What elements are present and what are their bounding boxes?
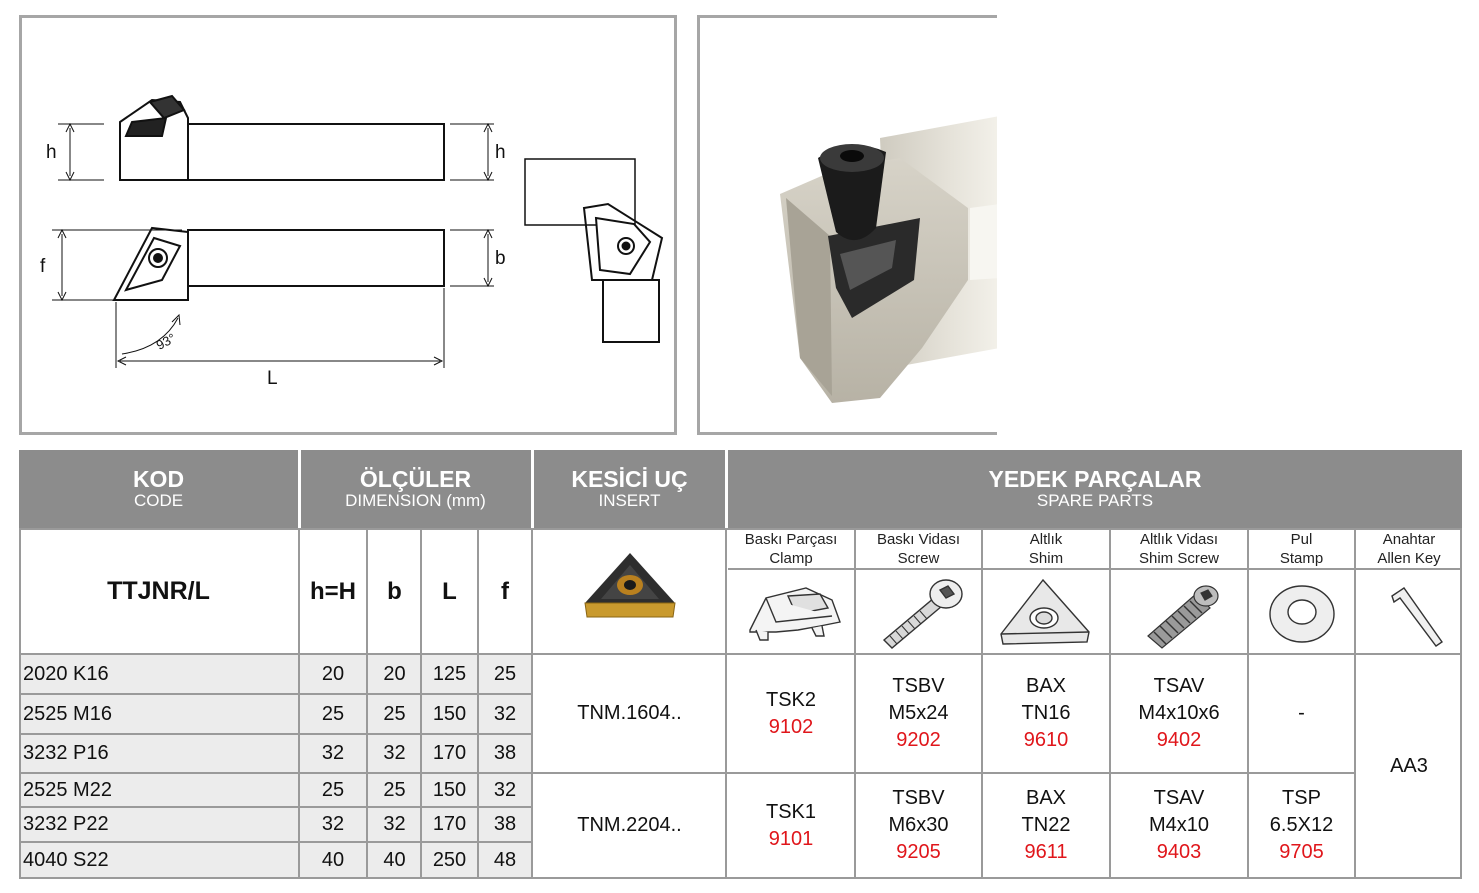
- dim-col-f: f: [501, 577, 509, 605]
- row-code: 2020 K16: [19, 655, 298, 693]
- grid-v-line: [19, 528, 21, 879]
- header-dimensions: [300, 450, 531, 528]
- spare-head-shim-tr: Altlık: [1029, 531, 1063, 548]
- shim-line1-2: BAX: [1025, 787, 1067, 809]
- spare-head-shim-screw-tr: Altlık Vidası: [1139, 531, 1219, 548]
- header-dimensions-sub: DIMENSION (mm): [345, 491, 486, 510]
- insert-code-group-1: TNM.1604..: [577, 702, 682, 724]
- shim-line2-2: TN22: [1021, 814, 1071, 836]
- shim-code-1: 9610: [1023, 729, 1069, 751]
- spare-head-clamp-tr: Baskı Parçası: [744, 531, 838, 548]
- label-b: b: [495, 248, 506, 269]
- header-spare-main: YEDEK PARÇALAR: [988, 466, 1202, 492]
- row-code: 3232 P22: [19, 808, 298, 841]
- row-dim-h: 20: [300, 655, 366, 693]
- screw-image-cell: [856, 570, 981, 653]
- clamp-group-2: [728, 774, 854, 877]
- row-dim-h: 40: [300, 843, 366, 877]
- tool-holder-photo: [700, 18, 997, 435]
- shim-code-2: 9611: [1024, 841, 1068, 863]
- row-code: 2525 M22: [19, 774, 298, 806]
- row-dim-L: 150: [422, 774, 477, 806]
- screw-icon: [864, 574, 974, 650]
- grid-v-line: [420, 528, 422, 879]
- screw-line2-2: M6x30: [888, 814, 949, 836]
- grid-h-line: [19, 772, 1354, 774]
- row-dim-L: 150: [422, 695, 477, 733]
- shim-icon: [991, 574, 1101, 650]
- grid-h-line: [19, 528, 1462, 530]
- row-dim-f: 32: [479, 695, 531, 733]
- clamp-image-cell: [728, 570, 854, 653]
- spare-head-shim-screw: [1111, 530, 1247, 568]
- clamp-group-1: [728, 655, 854, 772]
- grid-v-line: [1460, 528, 1462, 879]
- header-spare-parts: [728, 450, 1462, 528]
- clamp-code-2: 9101: [768, 827, 814, 850]
- screw-line1-1: TSBV: [892, 675, 945, 697]
- row-dim-b: 25: [368, 695, 421, 733]
- spare-head-screw-tr: Baskı Vidası: [876, 531, 961, 548]
- grid-h-line: [19, 877, 1462, 879]
- shim-screw-group-1: [1111, 655, 1247, 772]
- row-dim-f: 25: [479, 655, 531, 693]
- grid-v-line: [981, 528, 983, 879]
- row-dim-b: 32: [368, 735, 421, 772]
- screw-group-2: [856, 774, 981, 877]
- stamp-line2-2: 6.5X12: [1269, 814, 1334, 836]
- shim-screw-image-cell: [1111, 570, 1247, 653]
- shim-screw-line2-2: M4x10: [1148, 814, 1210, 836]
- spare-head-stamp-en: Stamp: [1279, 550, 1324, 567]
- technical-drawing-panel: [19, 15, 677, 435]
- header-separator: [531, 450, 534, 528]
- row-dim-h: 25: [300, 695, 366, 733]
- clamp-name-2: TSK1: [765, 800, 817, 823]
- grid-v-line: [366, 528, 368, 879]
- row-dim-L: 250: [422, 843, 477, 877]
- shim-line2-1: TN16: [1021, 702, 1071, 724]
- allen-key-icon: [1364, 574, 1454, 650]
- dim-col-b: b: [387, 577, 402, 605]
- grid-h-line: [19, 806, 531, 808]
- row-dim-L: 125: [422, 655, 477, 693]
- grid-h-line: [19, 841, 531, 843]
- grid-v-line: [854, 528, 856, 879]
- row-dim-f: 38: [479, 808, 531, 841]
- screw-line2-1: M5x24: [888, 702, 949, 724]
- spare-head-allen-key-tr: Anahtar: [1382, 531, 1436, 548]
- shim-screw-icon: [1124, 574, 1234, 650]
- shim-screw-line1-2: TSAV: [1153, 787, 1205, 809]
- stamp-image-cell: [1249, 570, 1354, 653]
- clamp-name-1: TSK2: [765, 688, 817, 711]
- stamp-group-2: [1249, 774, 1354, 877]
- header-insert: [534, 450, 725, 528]
- header-dimensions-main: ÖLÇÜLER: [359, 466, 472, 492]
- stamp-icon: [1257, 574, 1347, 650]
- screw-line1-2: TSBV: [892, 787, 945, 809]
- grid-v-line: [1354, 528, 1356, 879]
- grid-v-line: [531, 528, 533, 879]
- header-insert-main: KESİCİ UÇ: [571, 466, 688, 492]
- screw-group-1: [856, 655, 981, 772]
- holder-side-view: [188, 124, 444, 180]
- row-dim-h: 32: [300, 735, 366, 772]
- row-dim-b: 40: [368, 843, 421, 877]
- header-code: [19, 450, 298, 528]
- grid-v-line: [298, 528, 300, 879]
- product-code: TTJNR/L: [107, 577, 210, 605]
- label-h-left: h: [46, 142, 57, 163]
- shim-line1-1: BAX: [1025, 675, 1067, 697]
- shim-screw-line2-1: M4x10x6: [1138, 702, 1220, 724]
- label-L: L: [267, 368, 278, 389]
- row-dim-h: 32: [300, 808, 366, 841]
- stamp-code-2: 9705: [1279, 841, 1324, 863]
- insert-icon: [575, 547, 685, 637]
- grid-v-line: [1109, 528, 1111, 879]
- shim-image-cell: [983, 570, 1109, 653]
- dim-col-L: L: [442, 577, 457, 605]
- grid-h-line: [19, 733, 531, 735]
- spare-head-stamp: [1249, 530, 1354, 568]
- grid-h-line: [19, 653, 1462, 655]
- shim-group-2: [983, 774, 1109, 877]
- insert-code-group-2: TNM.2204..: [577, 814, 682, 836]
- label-h-right: h: [495, 142, 506, 163]
- tool-holder-drawing: [22, 18, 674, 432]
- allen-key-image-cell: [1356, 570, 1462, 653]
- spare-head-shim: [983, 530, 1109, 568]
- header-spare-sub: SPARE PARTS: [1036, 491, 1154, 510]
- end-view-shank: [603, 280, 659, 342]
- row-dim-f: 38: [479, 735, 531, 772]
- product-photo-panel: [697, 15, 997, 435]
- header-insert-sub: INSERT: [598, 491, 661, 510]
- header-separator: [298, 450, 301, 528]
- spare-head-clamp: [728, 530, 854, 568]
- shim-screw-code-2: 9403: [1156, 841, 1202, 863]
- row-dim-b: 32: [368, 808, 421, 841]
- screw-code-1: 9202: [896, 729, 941, 751]
- grid-v-line: [725, 528, 727, 879]
- shim-screw-group-2: [1111, 774, 1247, 877]
- row-code: 4040 S22: [19, 843, 298, 877]
- dim-col-h: h=H: [309, 577, 356, 605]
- grid-h-line: [19, 693, 531, 695]
- shim-group-1: [983, 655, 1109, 772]
- row-dim-b: 20: [368, 655, 421, 693]
- spare-head-screw-en: Screw: [897, 550, 940, 567]
- row-dim-f: 32: [479, 774, 531, 806]
- clamp-icon: [736, 574, 846, 650]
- header-code-main: KOD: [132, 466, 185, 492]
- allen-key-value: AA3: [1390, 754, 1428, 777]
- row-dim-L: 170: [422, 735, 477, 772]
- spare-head-stamp-tr: Pul: [1290, 531, 1313, 548]
- header-separator: [725, 450, 728, 528]
- insert-image-cell: [534, 530, 725, 653]
- specification-table: [19, 450, 1462, 879]
- spare-head-allen-key-en: Allen Key: [1377, 550, 1441, 567]
- spare-head-shim-en: Shim: [1028, 550, 1064, 567]
- row-dim-L: 170: [422, 808, 477, 841]
- label-angle: 93°: [153, 330, 179, 353]
- row-dim-h: 25: [300, 774, 366, 806]
- grid-v-line: [477, 528, 479, 879]
- holder-top-view: [188, 230, 444, 286]
- spare-head-clamp-en: Clamp: [769, 550, 813, 567]
- grid-h-line: [728, 568, 1462, 570]
- shim-screw-line1-1: TSAV: [1153, 675, 1205, 697]
- clamp-code-1: 9102: [768, 715, 814, 738]
- label-f: f: [40, 256, 46, 277]
- row-code: 2525 M16: [19, 695, 298, 733]
- stamp-group-1: [1249, 655, 1354, 772]
- shim-screw-code-1: 9402: [1156, 729, 1202, 751]
- header-code-sub: CODE: [133, 491, 184, 510]
- spare-head-shim-screw-en: Shim Screw: [1138, 550, 1220, 567]
- spare-head-screw: [856, 530, 981, 568]
- end-view-box: [525, 159, 635, 225]
- screw-code-2: 9205: [896, 841, 941, 863]
- row-dim-f: 48: [479, 843, 531, 877]
- row-dim-b: 25: [368, 774, 421, 806]
- grid-v-line: [1247, 528, 1249, 879]
- stamp-text-1: -: [1298, 702, 1305, 724]
- row-code: 3232 P16: [19, 735, 298, 772]
- spare-head-allen-key: [1356, 530, 1462, 568]
- stamp-line1-2: TSP: [1282, 787, 1321, 809]
